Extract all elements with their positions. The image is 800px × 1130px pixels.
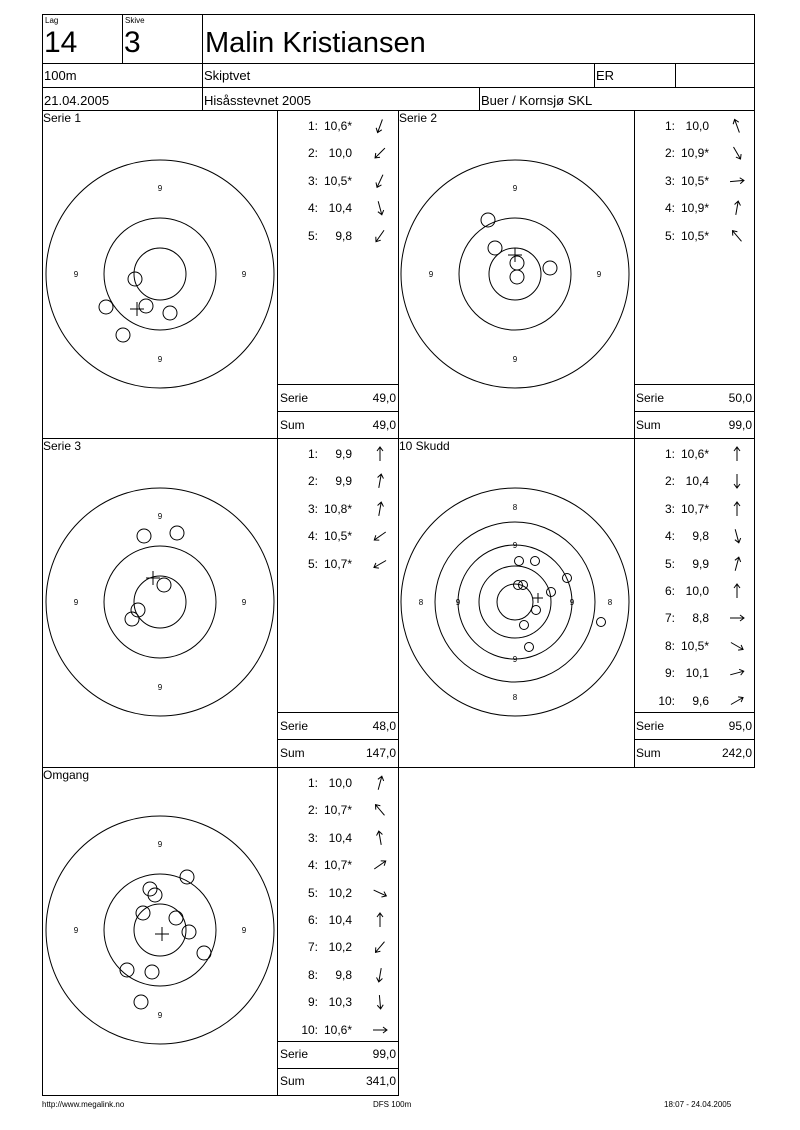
shot-number: 6: [664, 584, 675, 598]
direction-arrow-icon [372, 857, 388, 873]
shot-row [278, 201, 352, 215]
shot-row [635, 502, 709, 516]
direction-arrow-icon [372, 1022, 388, 1038]
shot-hole [99, 300, 113, 314]
shot-number: 8: [307, 967, 318, 982]
svg-text:8: 8 [607, 598, 613, 607]
center-of-hits-marker [533, 593, 543, 603]
ring-label: 9 [241, 270, 247, 279]
shot-list [635, 439, 754, 713]
shot-row [278, 1023, 352, 1037]
panel-title: Serie 1 [43, 111, 82, 125]
direction-arrow-icon [729, 446, 745, 462]
shot-value: 10,0 [685, 584, 709, 598]
target-10-skudd [399, 452, 633, 766]
sum-label: Sum [636, 418, 661, 432]
ring-label: 9 [157, 355, 163, 364]
shot-row [278, 995, 352, 1009]
direction-arrow-icon [729, 528, 745, 544]
target-serie-3 [43, 452, 277, 766]
shot-row [635, 529, 709, 543]
shot-row [635, 229, 709, 243]
direction-arrow-icon [372, 775, 388, 791]
shot-row [278, 474, 352, 488]
svg-text:9: 9 [512, 655, 518, 664]
shot-value: 10,5* [680, 173, 709, 188]
shot-row [278, 502, 352, 516]
shot-hole [520, 621, 529, 630]
shot-value: 10,5* [680, 228, 709, 243]
shot-number: 5: [664, 228, 675, 243]
shot-number: 1: [307, 776, 318, 790]
shot-row [278, 913, 352, 927]
panel-title: Serie 3 [43, 439, 82, 453]
target-omgang [43, 780, 277, 1094]
direction-arrow-icon [372, 967, 388, 983]
shot-row [635, 201, 709, 215]
shot-number: 3: [307, 830, 318, 845]
shot-number: 3: [307, 173, 318, 188]
sum-label: Sum [280, 1074, 305, 1088]
panel-title: Serie 2 [399, 111, 438, 125]
shot-hole [170, 526, 184, 540]
shot-number: 1: [664, 119, 675, 133]
shot-number: 10: [301, 1022, 318, 1037]
svg-text:9: 9 [157, 512, 163, 521]
shot-row [635, 611, 709, 625]
direction-arrow-icon [372, 173, 388, 189]
panel-title: 10 Skudd [399, 439, 450, 453]
direction-arrow-icon [372, 912, 388, 928]
direction-arrow-icon [729, 583, 745, 599]
shot-row [635, 639, 709, 653]
shot-value: 10,3 [328, 995, 352, 1010]
shot-number: 1: [307, 119, 318, 133]
shot-list [635, 111, 754, 385]
shot-value: 10,9* [680, 201, 709, 216]
direction-arrow-icon [372, 528, 388, 544]
shot-hole [157, 578, 171, 592]
shot-value: 9,9 [692, 556, 709, 571]
direction-arrow-icon [372, 939, 388, 955]
target-serie-2 [399, 124, 633, 438]
shot-number: 8: [664, 638, 675, 653]
direction-arrow-icon [729, 610, 745, 626]
date: 21.04.2005 [44, 93, 110, 108]
direction-arrow-icon [729, 118, 745, 134]
shot-row [278, 447, 352, 461]
place: Skiptvet [204, 68, 251, 83]
svg-text:9: 9 [157, 1011, 163, 1020]
sum-label: Sum [280, 418, 305, 432]
shot-value: 10,0 [685, 119, 709, 133]
shot-row [278, 174, 352, 188]
shot-row [278, 146, 352, 160]
shot-hole [145, 965, 159, 979]
serie-value: 50,0 [728, 391, 752, 405]
shot-hole [134, 995, 148, 1009]
shot-value: 8,8 [692, 611, 709, 626]
direction-arrow-icon [372, 145, 388, 161]
svg-text:9: 9 [73, 926, 79, 935]
center-of-hits-marker [155, 927, 169, 941]
shot-hole [136, 906, 150, 920]
sum-value: 99,0 [728, 418, 752, 432]
class: ER [596, 68, 615, 83]
shot-row [278, 831, 352, 845]
serie-value: 95,0 [728, 719, 752, 733]
shot-row [635, 474, 709, 488]
ring-label: 9 [73, 270, 79, 279]
direction-arrow-icon [372, 802, 388, 818]
svg-text:9: 9 [157, 683, 163, 692]
shot-number: 3: [307, 501, 318, 516]
shot-row [635, 557, 709, 571]
shot-row [278, 940, 352, 954]
sum-label: Sum [636, 746, 661, 760]
shot-value: 10,6* [323, 1022, 352, 1037]
shot-number: 1: [307, 447, 318, 461]
shot-value: 10,9* [680, 146, 709, 161]
shot-number: 2: [307, 146, 318, 161]
shot-value: 10,8* [323, 501, 352, 516]
shot-value: 9,6 [692, 693, 709, 708]
direction-arrow-icon [372, 556, 388, 572]
shot-number: 2: [664, 474, 675, 489]
svg-text:9: 9 [512, 355, 518, 364]
shot-list [278, 439, 398, 713]
shot-number: 4: [307, 201, 318, 216]
shot-hole [182, 925, 196, 939]
direction-arrow-icon [729, 173, 745, 189]
shot-list [278, 768, 398, 1042]
direction-arrow-icon [372, 473, 388, 489]
shot-hole [488, 241, 502, 255]
shot-row [635, 119, 709, 133]
shot-number: 7: [307, 940, 318, 955]
shot-value: 10,4 [328, 913, 352, 927]
serie-label: Serie [636, 719, 665, 733]
shot-row [278, 557, 352, 571]
shot-number: 9: [307, 995, 318, 1010]
shot-value: 10,5* [323, 529, 352, 544]
shot-number: 1: [664, 447, 675, 461]
shot-value: 9,8 [335, 228, 352, 243]
shot-row [635, 694, 709, 708]
direction-arrow-icon [729, 228, 745, 244]
shot-number: 10: [658, 693, 675, 708]
direction-arrow-icon [372, 885, 388, 901]
shot-value: 10,6* [680, 447, 709, 461]
shot-hole [510, 256, 524, 270]
sum-value: 147,0 [365, 746, 396, 760]
shot-row [278, 968, 352, 982]
shot-value: 9,8 [692, 529, 709, 544]
direction-arrow-icon [372, 118, 388, 134]
shot-hole [180, 870, 194, 884]
direction-arrow-icon [372, 994, 388, 1010]
sum-value: 341,0 [365, 1074, 396, 1088]
serie-label: Serie [280, 391, 309, 405]
panel-title: Omgang [43, 768, 90, 782]
shot-row [278, 858, 352, 872]
direction-arrow-icon [729, 200, 745, 216]
shot-value: 10,4 [328, 830, 352, 845]
shot-value: 9,8 [335, 967, 352, 982]
svg-text:9: 9 [569, 598, 575, 607]
shot-hole [197, 946, 211, 960]
shot-number: 5: [307, 885, 318, 900]
serie-value: 48,0 [372, 719, 396, 733]
shot-value: 10,2 [328, 940, 352, 955]
lag-number: 14 [44, 26, 78, 59]
shot-hole [532, 606, 541, 615]
shot-value: 10,6* [323, 119, 352, 133]
serie-label: Serie [636, 391, 665, 405]
center-of-hits-marker [508, 248, 522, 262]
shot-value: 10,7* [323, 858, 352, 873]
shot-number: 3: [664, 173, 675, 188]
shot-value: 10,5* [680, 638, 709, 653]
direction-arrow-icon [729, 556, 745, 572]
shot-number: 5: [664, 556, 675, 571]
svg-text:9: 9 [157, 840, 163, 849]
shot-hole [547, 588, 556, 597]
svg-text:9: 9 [241, 598, 247, 607]
club-name: Buer / Kornsjø SKL [481, 93, 593, 108]
direction-arrow-icon [729, 638, 745, 654]
svg-text:8: 8 [512, 503, 518, 512]
svg-text:9: 9 [73, 598, 79, 607]
direction-arrow-icon [372, 446, 388, 462]
shot-number: 2: [307, 474, 318, 489]
shot-value: 10,2 [328, 885, 352, 900]
shot-value: 10,4 [328, 201, 352, 216]
shot-hole [148, 888, 162, 902]
sum-label: Sum [280, 746, 305, 760]
shot-number: 4: [664, 201, 675, 216]
shot-row [635, 666, 709, 680]
serie-value: 99,0 [372, 1047, 396, 1061]
shot-number: 4: [664, 529, 675, 544]
serie-value: 49,0 [372, 391, 396, 405]
shot-row [278, 529, 352, 543]
shot-number: 3: [664, 501, 675, 516]
svg-text:8: 8 [418, 598, 424, 607]
shot-value: 9,9 [335, 474, 352, 489]
footer-url: http://www.megalink.no [42, 1100, 125, 1109]
direction-arrow-icon [729, 473, 745, 489]
footer-program: DFS 100m [373, 1100, 412, 1109]
svg-text:9: 9 [428, 270, 434, 279]
footer-timestamp: 18:07 - 24.04.2005 [664, 1100, 732, 1109]
direction-arrow-icon [372, 830, 388, 846]
direction-arrow-icon [372, 501, 388, 517]
lag-label: Lag [45, 16, 59, 25]
shot-value: 10,7* [323, 556, 352, 571]
shot-hole [137, 529, 151, 543]
shot-hole [139, 299, 153, 313]
svg-text:9: 9 [455, 598, 461, 607]
shot-value: 10,0 [328, 776, 352, 790]
shot-number: 2: [307, 803, 318, 818]
shot-hole [169, 911, 183, 925]
shot-row [635, 584, 709, 598]
shot-hole [543, 261, 557, 275]
direction-arrow-icon [729, 145, 745, 161]
center-of-hits-marker [130, 302, 144, 316]
svg-text:8: 8 [512, 693, 518, 702]
shot-value: 10,7* [680, 501, 709, 516]
shot-hole [515, 557, 524, 566]
shot-list [278, 111, 398, 385]
distance: 100m [44, 68, 77, 83]
shot-number: 7: [664, 611, 675, 626]
direction-arrow-icon [372, 228, 388, 244]
direction-arrow-icon [729, 665, 745, 681]
direction-arrow-icon [729, 693, 745, 709]
shot-hole [143, 882, 157, 896]
center-of-hits-marker [146, 571, 160, 585]
shot-hole [128, 272, 142, 286]
skive-number: 3 [124, 26, 141, 59]
target-serie-1 [43, 124, 277, 438]
shot-hole [116, 328, 130, 342]
shot-value: 10,4 [685, 474, 709, 489]
shot-row [278, 229, 352, 243]
shot-number: 9: [664, 666, 675, 681]
shot-hole [163, 306, 177, 320]
shot-row [278, 776, 352, 790]
sum-value: 242,0 [721, 746, 752, 760]
shot-number: 5: [307, 556, 318, 571]
shot-value: 9,9 [335, 447, 352, 461]
svg-text:9: 9 [596, 270, 602, 279]
shot-hole [531, 557, 540, 566]
shot-number: 4: [307, 529, 318, 544]
shot-number: 4: [307, 858, 318, 873]
shot-row [278, 886, 352, 900]
shot-hole [525, 643, 534, 652]
svg-text:9: 9 [241, 926, 247, 935]
ring-label: 9 [157, 184, 163, 193]
shot-value: 10,0 [328, 146, 352, 161]
shot-row [635, 447, 709, 461]
shot-hole [510, 270, 524, 284]
shot-value: 10,1 [685, 666, 709, 681]
shot-hole [597, 618, 606, 627]
shot-row [635, 174, 709, 188]
svg-text:9: 9 [512, 184, 518, 193]
shot-number: 2: [664, 146, 675, 161]
direction-arrow-icon [372, 200, 388, 216]
shooter-name: Malin Kristiansen [205, 27, 426, 59]
skive-label: Skive [125, 16, 145, 25]
shot-value: 10,5* [323, 173, 352, 188]
serie-label: Serie [280, 1047, 309, 1061]
sum-value: 49,0 [372, 418, 396, 432]
shot-row [278, 803, 352, 817]
shot-number: 6: [307, 913, 318, 927]
event-name: Hisåsstevnet 2005 [204, 93, 311, 108]
shot-row [278, 119, 352, 133]
serie-label: Serie [280, 719, 309, 733]
shot-value: 10,7* [323, 803, 352, 818]
svg-text:9: 9 [512, 541, 518, 550]
shot-row [635, 146, 709, 160]
direction-arrow-icon [729, 501, 745, 517]
shot-number: 5: [307, 228, 318, 243]
